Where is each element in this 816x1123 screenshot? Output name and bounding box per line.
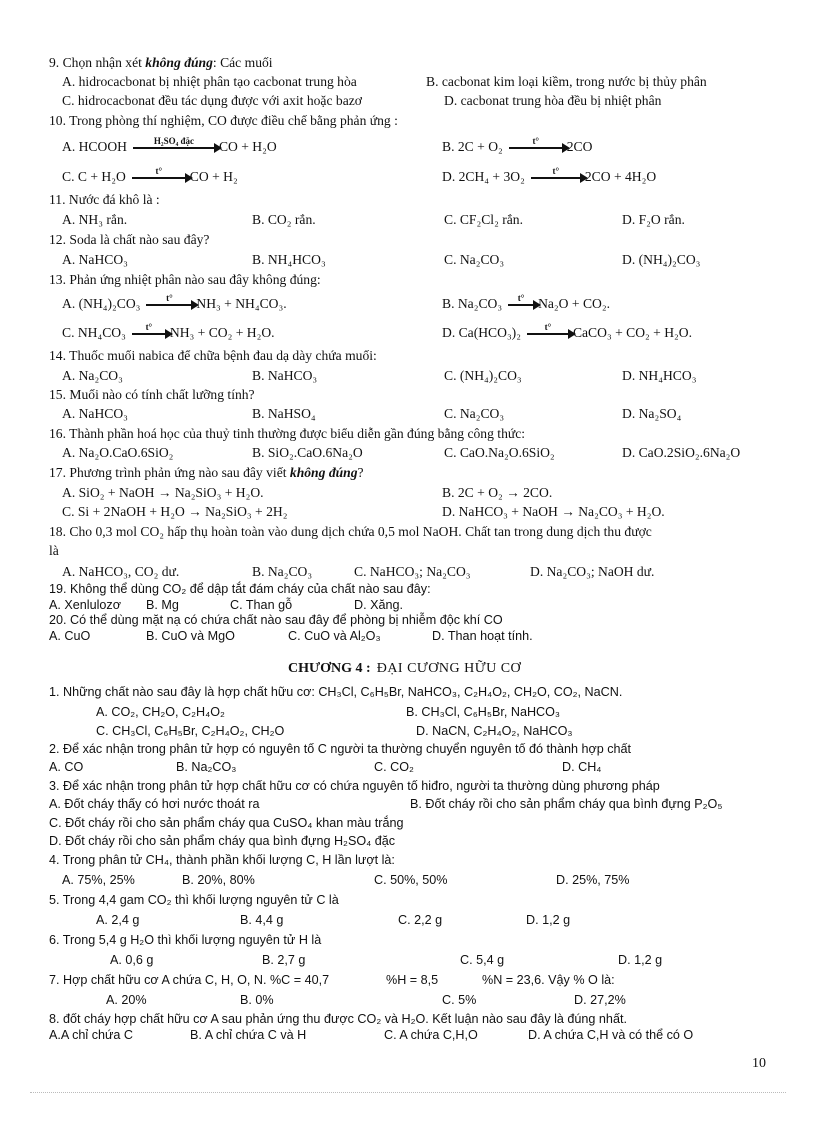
chapter4-question-6-stem: 6. Trong 5,4 g H₂O thì khối lượng nguyên tử H là	[49, 933, 322, 947]
q19-option-c: C. Than gỗ	[230, 598, 293, 612]
c2-option-a: A. CO	[49, 760, 84, 774]
q13-option-c: C. NH₄CO₃ t° NH₃ + CO₂ + H₂O.	[62, 321, 275, 340]
c4-option-c: C. 50%, 50%	[374, 873, 448, 887]
q17-option-b: B. 2C + O₂ → 2CO.	[442, 485, 553, 500]
c7-hydrogen-percent: %H = 8,5	[386, 973, 439, 987]
reaction-arrow: t°	[508, 304, 534, 306]
question-10-stem: 10. Trong phòng thí nghiệm, CO được điều chế bằng phản ứng :	[49, 113, 398, 128]
c3-option-a: A. Đốt cháy thấy có hơi nước thoát ra	[49, 797, 260, 811]
c6-option-b: B. 2,7 g	[262, 953, 306, 967]
c5-option-a: A. 2,4 g	[96, 913, 140, 927]
c4-option-a: A. 75%, 25%	[62, 873, 135, 887]
q14-option-c: C. (NH₄)₂CO₃	[444, 368, 522, 383]
reaction-arrow: t°	[146, 304, 192, 306]
q9-option-d: D. cacbonat trung hòa đều bị nhiệt phân	[444, 93, 662, 108]
q20-option-c: C. CuO và Al₂O₃	[288, 629, 381, 643]
c5-option-d: D. 1,2 g	[526, 913, 571, 927]
q10-option-b: B. 2C + O₂ t° 2CO	[442, 135, 593, 154]
c7-option-d: D. 27,2%	[574, 993, 626, 1007]
chapter4-question-7-stem: 7. Hợp chất hữu cơ A chứa C, H, O, N. %C = 40,7	[49, 973, 330, 987]
q12-option-d: D. (NH₄)₂CO₃	[622, 252, 701, 267]
c1-option-b: B. CH₃Cl, C₆H₅Br, NaHCO₃	[406, 705, 561, 719]
q20-option-b: B. CuO và MgO	[146, 629, 235, 643]
q19-option-a: A. Xenlulozơ	[49, 598, 121, 612]
q17-option-d: D. NaHCO₃ + NaOH → Na₂CO₃ + H₂O.	[442, 504, 665, 519]
c6-option-a: A. 0,6 g	[110, 953, 154, 967]
q14-option-b: B. NaHCO₃	[252, 368, 318, 383]
emphasis-not-correct: không đúng	[145, 55, 213, 70]
q16-option-b: B. SiO₂.CaO.6Na₂O	[252, 445, 363, 460]
c1-option-d: D. NaCN, C₂H₄O₂, NaHCO₃	[416, 724, 573, 738]
question-11-stem: 11. Nước đá khô là :	[49, 192, 160, 207]
reaction-arrow: t°	[132, 177, 186, 179]
question-19-stem: 19. Không thể dùng CO₂ để dập tắt đám cháy của chất nào sau đây:	[49, 582, 431, 596]
c7-option-a: A. 20%	[106, 993, 147, 1007]
q10-option-a: A. HCOOH H₂SO₄ đặc CO + H₂O	[62, 135, 277, 154]
c2-option-b: B. Na₂CO₃	[176, 760, 237, 774]
q12-option-c: C. Na₂CO₃	[444, 252, 505, 267]
reaction-arrow: t°	[527, 333, 569, 335]
question-18-stem-cont: là	[49, 543, 59, 558]
c8-option-a: A.A chỉ chứa C	[49, 1028, 134, 1042]
q19-option-b: B. Mg	[146, 598, 179, 612]
q17-option-c: C. Si + 2NaOH + H₂O → Na₂SiO₃ + 2H₂	[62, 504, 288, 519]
q11-option-b: B. CO₂ rắn.	[252, 212, 316, 227]
q14-option-d: D. NH₄HCO₃	[622, 368, 697, 383]
c2-option-c: C. CO₂	[374, 760, 414, 774]
c1-option-a: A. CO₂, CH₂O, C₂H₄O₂	[96, 705, 225, 719]
question-16-stem: 16. Thành phần hoá học của thuỷ tinh thường được biểu diễn gần đúng bằng công thức:	[49, 426, 526, 441]
q16-option-c: C. CaO.Na₂O.6SiO₂	[444, 445, 555, 460]
reaction-arrow: t°	[509, 147, 563, 149]
question-17-stem: 17. Phương trình phản ứng nào sau đây viết không đúng?	[49, 465, 364, 480]
chapter4-question-1-stem: 1. Những chất nào sau đây là hợp chất hữu cơ: CH₃Cl, C₆H₅Br, NaHCO₃, C₂H₄O₂, CH₂O, CO₂, NaCN.	[49, 685, 623, 699]
chapter4-question-2-stem: 2. Để xác nhận trong phân tử hợp có nguyên tố C người ta thường chuyển nguyên tố đó thành hợp chất	[49, 742, 632, 756]
q13-option-a: A. (NH₄)₂CO₃ t° NH₃ + NH₄CO₃.	[62, 292, 287, 311]
q17-option-a: A. SiO₂ + NaOH → Na₂SiO₃ + H₂O.	[62, 485, 264, 500]
chapter-heading: CHƯƠNG 4 : ĐẠI CƯƠNG HỮU CƠ	[288, 661, 522, 676]
question-14-stem: 14. Thuốc muối nabica để chữa bệnh đau dạ dày chứa muối:	[49, 348, 377, 363]
q18-option-c: C. NaHCO₃; Na₂CO₃	[354, 564, 471, 579]
q20-option-a: A. CuO	[49, 629, 91, 643]
page-number: 10	[752, 1056, 766, 1071]
question-12-stem: 12. Soda là chất nào sau đây?	[49, 232, 210, 247]
q19-option-d: D. Xăng.	[354, 598, 404, 612]
c3-option-d: D. Đốt cháy rồi cho sản phẩm cháy qua bình đựng H₂SO₄ đặc	[49, 834, 396, 848]
q18-option-b: B. Na₂CO₃	[252, 564, 313, 579]
q12-option-a: A. NaHCO₃	[62, 252, 128, 267]
chapter4-question-4-stem: 4. Trong phân tử CH₄, thành phần khối lượng C, H lần lượt là:	[49, 853, 395, 867]
emphasis-not-correct: không đúng	[289, 465, 358, 480]
q9-option-c: C. hidrocacbonat đều tác dụng được với axit hoặc bazơ	[62, 93, 362, 108]
reaction-arrow: H₂SO₄ đặc	[133, 147, 215, 149]
q16-option-a: A. Na₂O.CaO.6SiO₂	[62, 445, 174, 460]
q15-option-b: B. NaHSO₄	[252, 406, 316, 421]
q9-option-a: A. hidrocacbonat bị nhiệt phân tạo cacbonat trung hòa	[62, 74, 357, 89]
reaction-arrow: t°	[531, 177, 581, 179]
c7-nitrogen-percent: %N = 23,6. Vậy % O là:	[482, 973, 615, 987]
q15-option-d: D. Na₂SO₄	[622, 406, 682, 421]
q11-option-d: D. F₂O rắn.	[622, 212, 685, 227]
c3-option-c: C. Đốt cháy rồi cho sản phẩm cháy qua CuSO₄ khan màu trắng	[49, 816, 404, 830]
chapter4-question-3-stem: 3. Để xác nhận trong phân tử hợp chất hữu cơ có chứa nguyên tố hiđro, người ta thường dùng phương pháp	[49, 779, 660, 793]
question-18-stem: 18. Cho 0,3 mol CO₂ hấp thụ hoàn toàn vào dung dịch chứa 0,5 mol NaOH. Chất tan trong dung dịch thu được	[49, 524, 652, 539]
q18-option-d: D. Na₂CO₃; NaOH dư.	[530, 564, 655, 579]
q15-option-c: C. Na₂CO₃	[444, 406, 505, 421]
c7-option-c: C. 5%	[442, 993, 477, 1007]
c8-option-d: D. A chứa C,H và có thể có O	[528, 1028, 694, 1042]
q12-option-b: B. NH₄HCO₃	[252, 252, 326, 267]
chapter4-question-5-stem: 5. Trong 4,4 gam CO₂ thì khối lượng nguyên tử C là	[49, 893, 339, 907]
question-20-stem: 20. Có thể dùng mặt nạ có chứa chất nào sau đây để phòng bị nhiễm độc khí CO	[49, 613, 503, 627]
c4-option-b: B. 20%, 80%	[182, 873, 255, 887]
q10-option-d: D. 2CH₄ + 3O₂ t° 2CO + 4H₂O	[442, 165, 657, 184]
page-bottom-divider	[30, 1092, 786, 1093]
c2-option-d: D. CH₄	[562, 760, 602, 774]
q10-option-c: C. C + H₂O t° CO + H₂	[62, 165, 238, 184]
q9-option-b: B. cacbonat kim loại kiềm, trong nước bị thủy phân	[426, 74, 707, 89]
q15-option-a: A. NaHCO₃	[62, 406, 128, 421]
c8-option-c: C. A chứa C,H,O	[384, 1028, 478, 1042]
question-15-stem: 15. Muối nào có tính chất lưỡng tính?	[49, 387, 255, 402]
c5-option-b: B. 4,4 g	[240, 913, 284, 927]
c7-option-b: B. 0%	[240, 993, 274, 1007]
q20-option-d: D. Than hoạt tính.	[432, 629, 533, 643]
q16-option-d: D. CaO.2SiO₂.6Na₂O	[622, 445, 741, 460]
c5-option-c: C. 2,2 g	[398, 913, 443, 927]
c1-option-c: C. CH₃Cl, C₆H₅Br, C₂H₄O₂, CH₂O	[96, 724, 285, 738]
q18-option-a: A. NaHCO₃, CO₂ dư.	[62, 564, 180, 579]
q11-option-a: A. NH₃ rắn.	[62, 212, 128, 227]
c8-option-b: B. A chỉ chứa C và H	[190, 1028, 307, 1042]
c3-option-b: B. Đốt cháy rồi cho sản phẩm cháy qua bình đựng P₂O₅	[410, 797, 723, 811]
c6-option-d: D. 1,2 g	[618, 953, 663, 967]
q11-option-c: C. CF₂Cl₂ rắn.	[444, 212, 523, 227]
reaction-arrow: t°	[132, 333, 166, 335]
q13-option-b: B. Na₂CO₃ t° Na₂O + CO₂.	[442, 292, 610, 311]
question-13-stem: 13. Phản ứng nhiệt phân nào sau đây không đúng:	[49, 272, 321, 287]
chapter4-question-8-stem: 8. đốt cháy hợp chất hữu cơ A sau phản ứng thu được CO₂ và H₂O. Kết luận nào sau đây là đúng nhất.	[49, 1012, 627, 1026]
question-9-stem: 9. Chọn nhận xét không đúng: Các muối	[49, 55, 273, 70]
q13-option-d: D. Ca(HCO₃)₂ t° CaCO₃ + CO₂ + H₂O.	[442, 321, 692, 340]
c4-option-d: D. 25%, 75%	[556, 873, 630, 887]
q14-option-a: A. Na₂CO₃	[62, 368, 123, 383]
c6-option-c: C. 5,4 g	[460, 953, 505, 967]
